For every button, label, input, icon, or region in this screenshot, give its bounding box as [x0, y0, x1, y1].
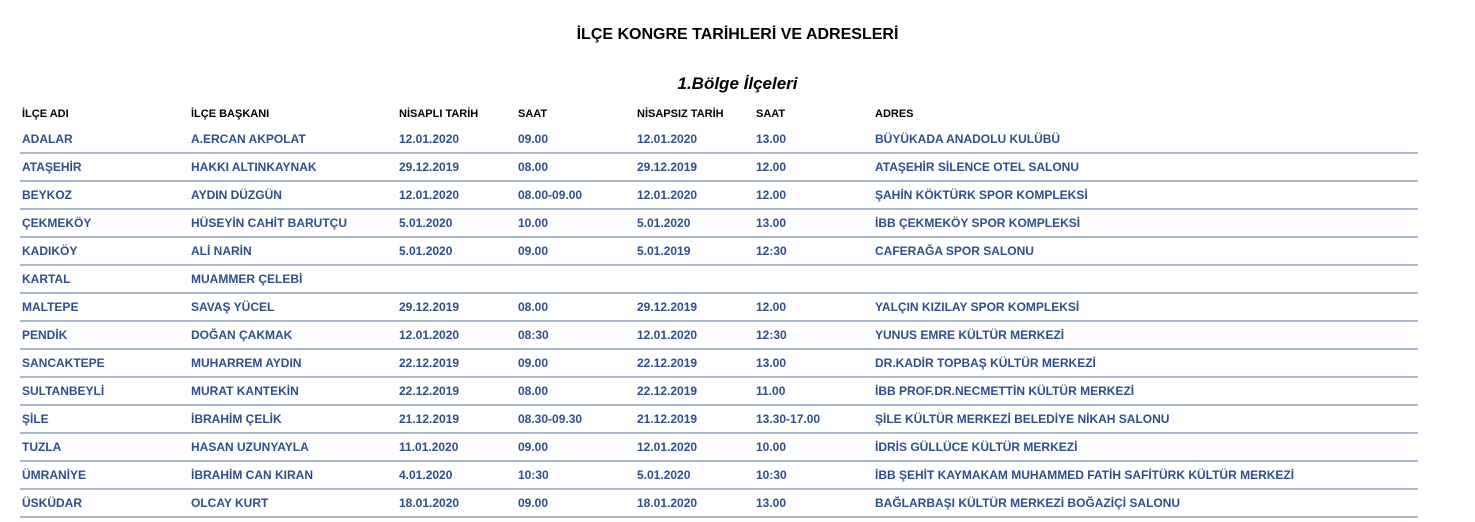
cell-no-quorum-time: 13.00 — [756, 132, 787, 146]
cell-no-quorum-date: 5.01.2019 — [637, 244, 691, 258]
cell-no-quorum-date: 5.01.2020 — [637, 468, 691, 482]
table-row — [20, 182, 1418, 210]
cell-chairman: OLCAY KURT — [191, 496, 269, 510]
section-subtitle: 1.Bölge İlçeleri — [677, 74, 798, 93]
table-row — [20, 126, 1418, 154]
cell-district: SULTANBEYLİ — [22, 384, 105, 398]
cell-no-quorum-date: 18.01.2020 — [637, 496, 698, 510]
cell-no-quorum-date: 22.12.2019 — [637, 384, 698, 398]
cell-chairman: AYDIN DÜZGÜN — [191, 188, 282, 202]
cell-address: BAĞLARBAŞI KÜLTÜR MERKEZİ BOĞAZİÇİ SALONU — [875, 496, 1181, 510]
cell-quorum-time: 10:30 — [518, 468, 549, 482]
cell-no-quorum-time: 13.00 — [756, 356, 787, 370]
cell-quorum-date: 29.12.2019 — [399, 300, 460, 314]
cell-quorum-time: 09.00 — [518, 356, 549, 370]
cell-chairman: HASAN UZUNYAYLA — [191, 440, 309, 454]
cell-quorum-time: 08.00 — [518, 160, 549, 174]
cell-quorum-date: 12.01.2020 — [399, 188, 460, 202]
cell-quorum-time: 08:30 — [518, 328, 549, 342]
cell-quorum-time: 08.00 — [518, 300, 549, 314]
cell-no-quorum-date: 12.01.2020 — [637, 132, 698, 146]
cell-no-quorum-date: 22.12.2019 — [637, 356, 698, 370]
table-row — [20, 490, 1418, 518]
cell-quorum-date: 11.01.2020 — [399, 440, 459, 454]
cell-district: SANCAKTEPE — [22, 356, 105, 370]
cell-district: ÇEKMEKÖY — [22, 216, 92, 230]
table-row — [20, 462, 1418, 490]
cell-address: ŞAHİN KÖKTÜRK SPOR KOMPLEKSİ — [875, 188, 1088, 202]
cell-quorum-date: 22.12.2019 — [399, 384, 460, 398]
cell-chairman: SAVAŞ YÜCEL — [191, 300, 275, 314]
table-row — [20, 154, 1418, 182]
cell-district: ŞİLE — [22, 412, 49, 426]
cell-quorum-date: 5.01.2020 — [399, 216, 453, 230]
cell-district: ATAŞEHİR — [22, 160, 82, 174]
cell-address: İBB ŞEHİT KAYMAKAM MUHAMMED FATİH SAFİTÜRK KÜLTÜR MERKEZİ — [875, 468, 1295, 482]
cell-no-quorum-time: 10.00 — [756, 440, 787, 454]
cell-quorum-time: 09.00 — [518, 440, 549, 454]
cell-district: KADIKÖY — [22, 244, 78, 258]
cell-no-quorum-date: 21.12.2019 — [637, 412, 698, 426]
cell-no-quorum-date: 12.01.2020 — [637, 440, 698, 454]
cell-address: BÜYÜKADA ANADOLU KULÜBÜ — [875, 132, 1061, 146]
cell-no-quorum-time: 13.00 — [756, 216, 787, 230]
cell-no-quorum-date: 29.12.2019 — [637, 160, 698, 174]
cell-no-quorum-time: 12:30 — [756, 328, 787, 342]
cell-district: TUZLA — [22, 440, 62, 454]
table-row — [20, 266, 1418, 294]
header-no-quorum-date: NİSAPSIZ TARİH — [637, 108, 724, 120]
cell-quorum-date: 12.01.2020 — [399, 328, 460, 342]
cell-district: ÜSKÜDAR — [22, 496, 82, 510]
cell-quorum-date: 29.12.2019 — [399, 160, 460, 174]
cell-quorum-time: 08.30-09.30 — [518, 412, 583, 426]
cell-no-quorum-date: 5.01.2020 — [637, 216, 691, 230]
cell-address: İDRİS GÜLLÜCE KÜLTÜR MERKEZİ — [875, 440, 1078, 454]
cell-quorum-time: 10.00 — [518, 216, 549, 230]
table-row — [20, 378, 1418, 406]
cell-no-quorum-time: 12:30 — [756, 244, 787, 258]
cell-chairman: MURAT KANTEKİN — [191, 384, 299, 398]
cell-chairman: İBRAHİM CAN KIRAN — [191, 468, 313, 482]
cell-address: ŞİLE KÜLTÜR MERKEZİ BELEDİYE NİKAH SALONU — [875, 412, 1170, 426]
cell-quorum-time: 09.00 — [518, 496, 549, 510]
cell-address: YALÇIN KIZILAY SPOR KOMPLEKSİ — [875, 300, 1080, 314]
cell-district: KARTAL — [22, 272, 71, 286]
table-row — [20, 350, 1418, 378]
cell-address: YUNUS EMRE KÜLTÜR MERKEZİ — [875, 328, 1065, 342]
table-row — [20, 406, 1418, 434]
cell-address: İBB PROF.DR.NECMETTİN KÜLTÜR MERKEZİ — [875, 384, 1135, 398]
cell-chairman: HAKKI ALTINKAYNAK — [191, 160, 317, 174]
cell-district: ADALAR — [22, 132, 73, 146]
cell-no-quorum-time: 12.00 — [756, 188, 787, 202]
cell-quorum-date: 4.01.2020 — [399, 468, 453, 482]
table-row — [20, 210, 1418, 238]
cell-chairman: MUHARREM AYDIN — [191, 356, 302, 370]
cell-quorum-date: 12.01.2020 — [399, 132, 460, 146]
cell-chairman: A.ERCAN AKPOLAT — [191, 132, 306, 146]
cell-chairman: DOĞAN ÇAKMAK — [191, 328, 293, 342]
cell-quorum-time: 08.00-09.00 — [518, 188, 583, 202]
cell-chairman: HÜSEYİN CAHİT BARUTÇU — [191, 216, 347, 230]
page-title: İLÇE KONGRE TARİHLERİ VE ADRESLERİ — [576, 26, 899, 43]
cell-no-quorum-time: 11.00 — [756, 384, 786, 398]
cell-no-quorum-time: 10:30 — [756, 468, 787, 482]
cell-chairman: İBRAHİM ÇELİK — [191, 412, 282, 426]
header-district: İLÇE ADI — [22, 108, 69, 120]
header-quorum-date: NİSAPLI TARİH — [399, 108, 479, 120]
cell-no-quorum-date: 12.01.2020 — [637, 188, 698, 202]
header-no-quorum-time: SAAT — [756, 108, 786, 120]
cell-quorum-date: 5.01.2020 — [399, 244, 453, 258]
cell-no-quorum-time: 12.00 — [756, 160, 787, 174]
cell-no-quorum-date: 29.12.2019 — [637, 300, 698, 314]
cell-quorum-time: 09.00 — [518, 244, 549, 258]
cell-no-quorum-date: 12.01.2020 — [637, 328, 698, 342]
cell-quorum-time: 09.00 — [518, 132, 549, 146]
cell-no-quorum-time: 13.00 — [756, 496, 787, 510]
table-header — [0, 108, 1475, 124]
cell-quorum-time: 08.00 — [518, 384, 549, 398]
table-row — [20, 322, 1418, 350]
cell-quorum-date: 22.12.2019 — [399, 356, 460, 370]
table-body — [0, 126, 1475, 518]
cell-address: ATAŞEHİR SİLENCE OTEL SALONU — [875, 160, 1080, 174]
header-quorum-time: SAAT — [518, 108, 548, 120]
cell-address: CAFERAĞA SPOR SALONU — [875, 244, 1034, 258]
header-chairman: İLÇE BAŞKANI — [191, 108, 270, 120]
table-row — [20, 434, 1418, 462]
cell-district: MALTEPE — [22, 300, 79, 314]
cell-district: ÜMRANİYE — [22, 468, 87, 482]
cell-no-quorum-time: 13.30-17.00 — [756, 412, 821, 426]
cell-chairman: ALİ NARİN — [191, 244, 252, 258]
cell-district: BEYKOZ — [22, 188, 73, 202]
cell-chairman: MUAMMER ÇELEBİ — [191, 272, 303, 286]
header-address: ADRES — [875, 108, 914, 120]
cell-no-quorum-time: 12.00 — [756, 300, 787, 314]
cell-address: İBB ÇEKMEKÖY SPOR KOMPLEKSİ — [875, 216, 1081, 230]
cell-quorum-date: 21.12.2019 — [399, 412, 460, 426]
cell-address: DR.KADİR TOPBAŞ KÜLTÜR MERKEZİ — [875, 356, 1096, 370]
table-row — [20, 238, 1418, 266]
cell-quorum-date: 18.01.2020 — [399, 496, 460, 510]
cell-district: PENDİK — [22, 328, 68, 342]
table-row — [20, 294, 1418, 322]
